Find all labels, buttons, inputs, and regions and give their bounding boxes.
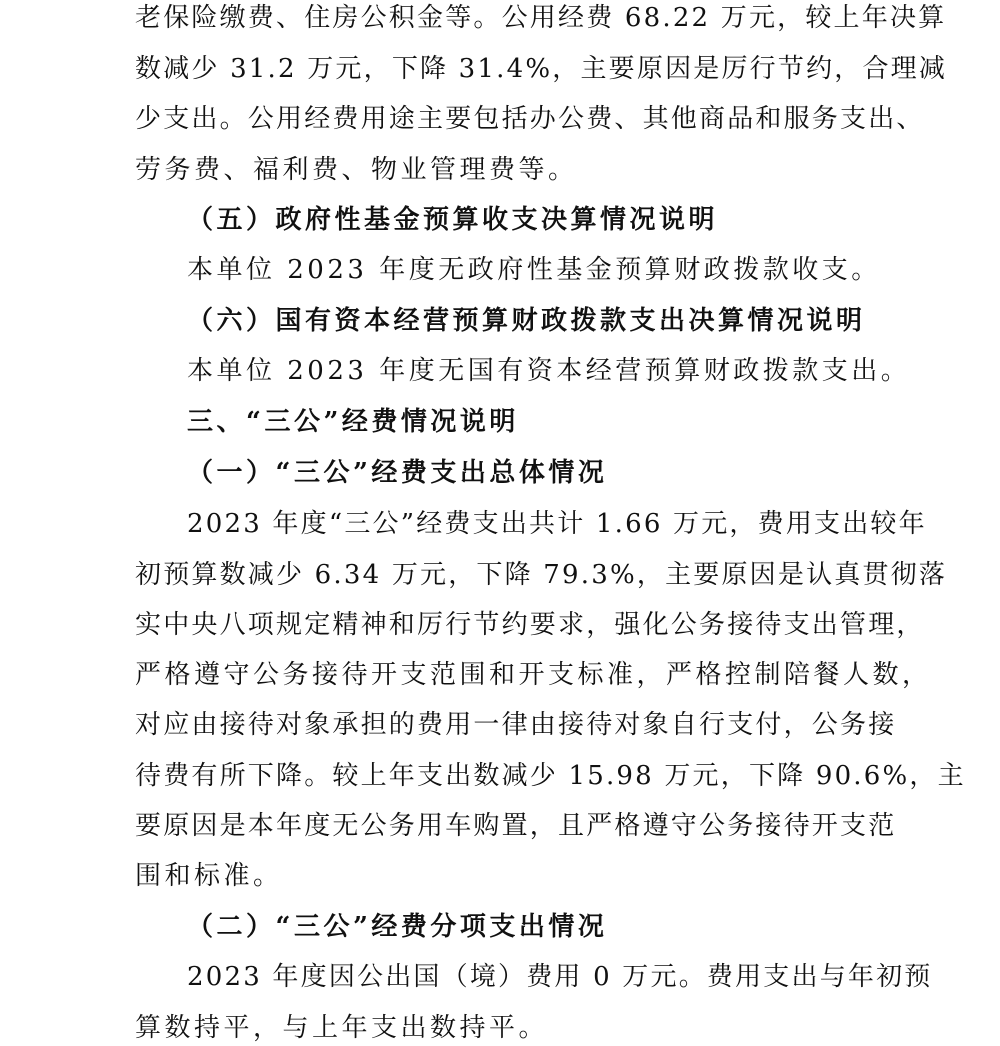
section-heading: （五）政府性基金预算收支决算情况说明 — [187, 205, 719, 235]
section-heading: （一）“三公”经费支出总体情况 — [187, 458, 608, 488]
paragraph-line: 严格遵守公务接待开支范围和开支标准，严格控制陪餐人数， — [135, 660, 932, 690]
paragraph-line: 初预算数减少 6.34 万元，下降 79.3%，主要原因是认真贯彻落 — [135, 560, 948, 590]
chapter-heading: 三、“三公”经费情况说明 — [187, 407, 519, 437]
paragraph-line: 对应由接待对象承担的费用一律由接待对象自行支付，公务接 — [135, 710, 897, 740]
section-heading: （六）国有资本经营预算财政拨款支出决算情况说明 — [187, 306, 866, 336]
paragraph-line: 本单位 2023 年度无国有资本经营预算财政拨款支出。 — [187, 356, 911, 386]
paragraph-line: 少支出。公用经费用途主要包括办公费、其他商品和服务支出、 — [135, 104, 925, 134]
paragraph-line: 要原因是本年度无公务用车购置，且严格遵守公务接待开支范 — [135, 811, 897, 841]
paragraph-line: 本单位 2023 年度无政府性基金预算财政拨款收支。 — [187, 255, 881, 285]
paragraph-line: 待费有所下降。较上年支出数减少 15.98 万元，下降 90.6%，主 — [135, 761, 966, 791]
paragraph-line: 算数持平，与上年支出数持平。 — [135, 1013, 549, 1043]
paragraph-line: 数减少 31.2 万元，下降 31.4%，主要原因是厉行节约，合理减 — [135, 54, 948, 84]
paragraph-line: 2023 年度“三公”经费支出共计 1.66 万元，费用支出较年 — [187, 509, 927, 539]
paragraph-line: 实中央八项规定精神和厉行节约要求，强化公务接待支出管理， — [135, 610, 925, 640]
paragraph-line: 围和标准。 — [135, 861, 283, 891]
paragraph-line: 2023 年度因公出国（境）费用 0 万元。费用支出与年初预 — [187, 962, 933, 992]
paragraph-line: 老保险缴费、住房公积金等。公用经费 68.22 万元，较上年决算 — [135, 3, 947, 33]
section-heading: （二）“三公”经费分项支出情况 — [187, 912, 608, 942]
paragraph-line: 劳务费、福利费、物业管理费等。 — [135, 155, 578, 185]
